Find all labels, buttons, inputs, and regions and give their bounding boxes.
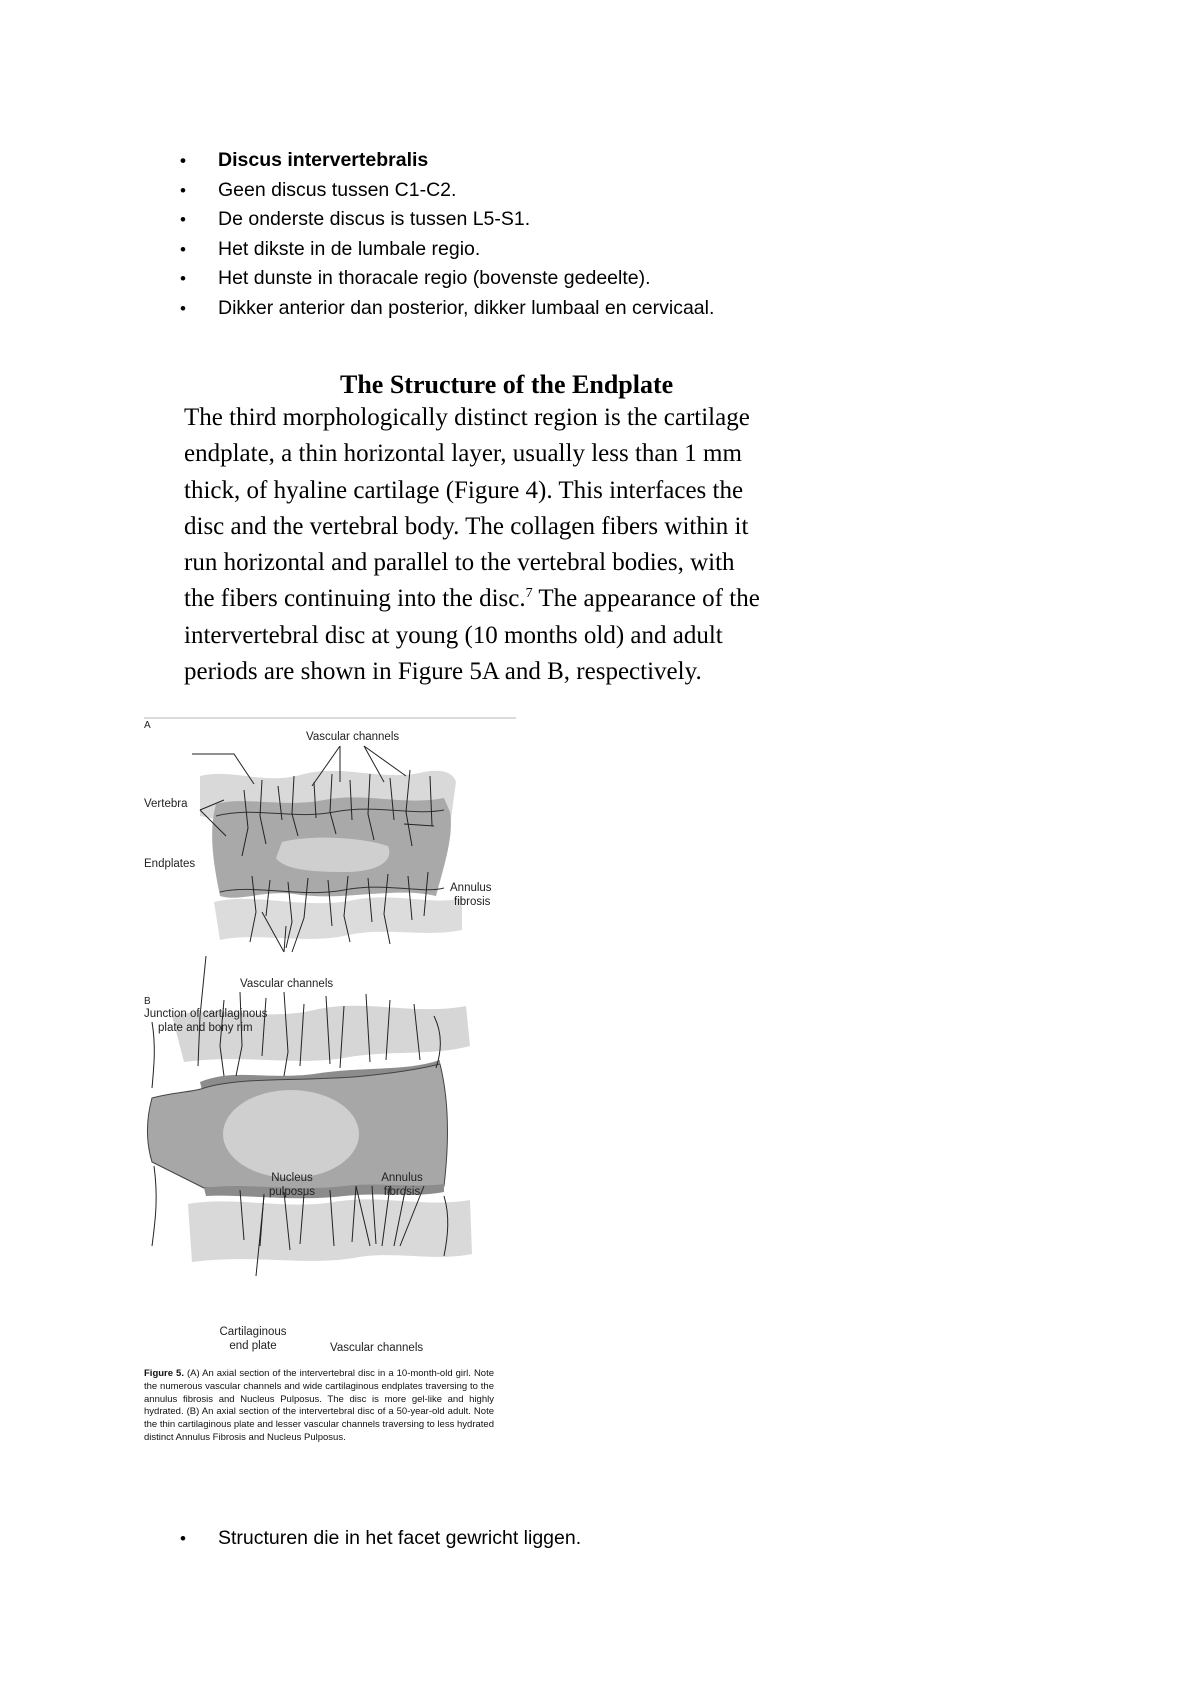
bullet-item: • Discus intervertebralis	[180, 146, 714, 176]
label-vascular-channels-bottom: Vascular channels	[240, 978, 334, 990]
label-junction-2: plate and bony rim	[158, 1022, 253, 1034]
label-vascular-channels-top: Vascular channels	[306, 731, 400, 743]
article-line: thick, of hyaline cartilage (Figure 4). This interfaces the	[184, 476, 744, 504]
article-line: periods are shown in Figure 5A and B, respectively.	[184, 658, 702, 686]
article-line: run horizontal and parallel to the vertebral bodies, with	[184, 549, 735, 577]
article-heading: The Structure of the Endplate	[340, 370, 674, 399]
label-vertebra: Vertebra	[144, 798, 188, 810]
article-line-text: the fibers continuing into the disc.	[184, 585, 526, 613]
article-excerpt	[184, 370, 904, 690]
label-fibrosis-a: fibrosis	[454, 896, 491, 908]
label-nucleus: Nucleus	[271, 1172, 313, 1184]
bullet-item: • De onderste discus is tussen L5-S1.	[180, 205, 714, 235]
caption-text: (A) An axial section of the intervertebral disc in a 10-month-old girl. Note the numerous vascular channels and wide cartilaginous endplates traversing to the annulus fibrosis and Nucleus Pulposus. The disc is more gel-like and highly hydrated. (B) An axial section of the intervertebral disc of a 50-year-old adult. Note the thin cartilaginous plate and lesser vascular channels traversing to less hydrated distinct Annulus Fibrosis and Nucleus Pulposus.	[144, 1368, 495, 1443]
notes-bullet-list	[180, 146, 714, 324]
figure-caption	[144, 1368, 494, 1445]
bottom-bullet-list	[180, 1524, 581, 1554]
bullet-item: • Dikker anterior dan posterior, dikker lumbaal en cervicaal.	[180, 294, 714, 324]
label-vascular-channels-b: Vascular channels	[330, 1342, 424, 1354]
bullet-item: • Structuren die in het facet gewricht liggen.	[180, 1524, 581, 1554]
caption-label: Figure 5.	[144, 1368, 184, 1379]
label-annulus-b: Annulus	[381, 1172, 423, 1184]
bullet-item: • Geen discus tussen C1-C2.	[180, 176, 714, 206]
panel-a-label: A	[144, 720, 151, 731]
bullet-item: • Het dunste in thoracale regio (bovenste gedeelte).	[180, 264, 714, 294]
label-endplates: Endplates	[144, 858, 196, 870]
label-end-plate: end plate	[229, 1340, 277, 1352]
label-pulposus: pulposus	[268, 1186, 316, 1198]
panel-b-label: B	[144, 996, 151, 1007]
article-line: The third morphologically distinct region is the cartilage	[184, 404, 750, 431]
label-cartilaginous: Cartilaginous	[219, 1326, 287, 1338]
article-line	[184, 581, 904, 617]
label-annulus-a: Annulus	[450, 882, 492, 894]
article-line: intervertebral disc at young (10 months old) and adult	[184, 621, 723, 649]
article-line: endplate, a thin horizontal layer, usually less than 1 mm	[184, 440, 742, 468]
article-line-text: The appearance of the	[532, 585, 760, 613]
disc-illustration	[144, 716, 516, 1366]
label-fibrosis-b: fibrosis	[383, 1186, 421, 1198]
label-junction-1: Junction of cartilaginous	[144, 1008, 268, 1020]
article-line: disc and the vertebral body. The collagen fibers within it	[184, 512, 749, 540]
bullet-item: • Het dikste in de lumbale regio.	[180, 235, 714, 265]
footnote-reference: 7	[525, 586, 533, 602]
